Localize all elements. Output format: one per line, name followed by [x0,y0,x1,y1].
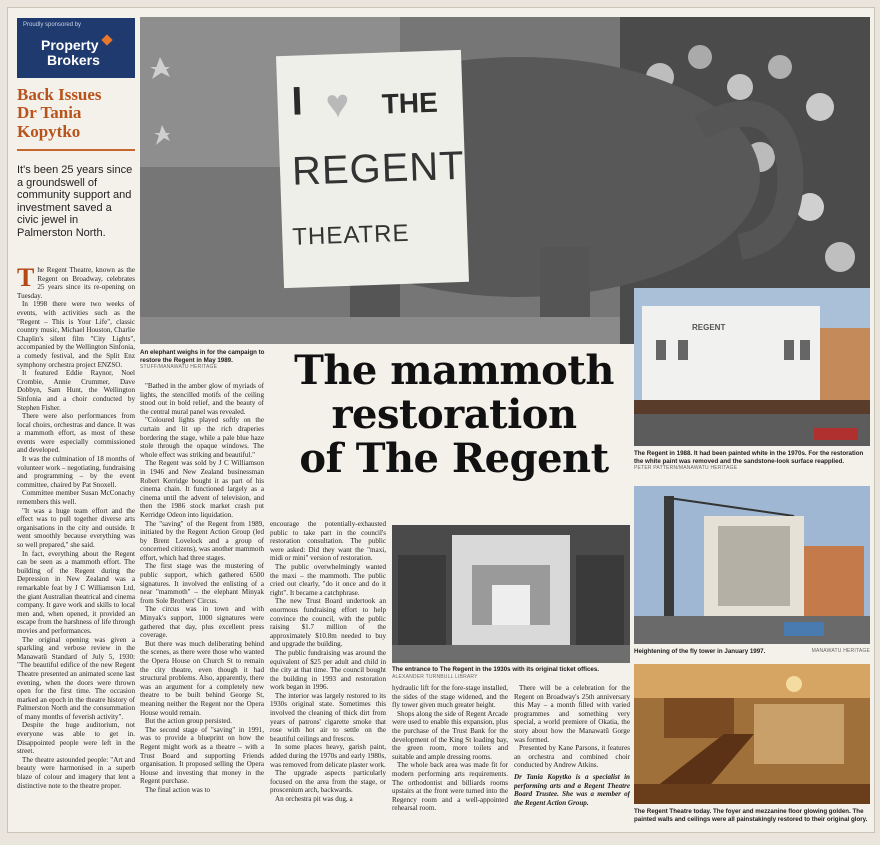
sponsor-label: Proudly sponsored by [23,22,82,28]
col2-p1: "Coloured lights played softly on the curtain and lit up the rich draperies bordering the stage, while a pale blue haze stole through the opaque windows. The whole effect was striking and beautiful." [140,416,264,459]
foyer-caption [634,808,870,823]
facade-caption [634,450,870,473]
col4-p2: The whole back area was made fit for modern performing arts requirements. The orthodontist and billiards rooms upstairs at the front were turned into the Regency room and a well-appointed rehearsal room. [392,761,508,813]
elephant-caption-text: An elephant weighs in for the campaign to restore the Regent in May 1989. [140,349,265,364]
col3-p7: An orchestra pit was dug, a [275,795,353,803]
col2-p9: The final action was to [145,785,211,794]
col4-p0: hydraulic lift for the fore-stage installed, the sides of the stage widened, and the fly tower given much greater height. [392,684,508,710]
author-line2: Kopytko [17,122,81,141]
col3-p3: The public fundraising was around the equivalent of $25 per adult and child in the city at that time. The council bought the building in 1993 and restoration work began in 1996. [270,648,386,692]
foyer-photo [634,664,870,804]
banner-text-regent: REGENT [291,143,466,194]
headline-line3: of The Regent [299,435,609,482]
article-column-3 [270,520,386,828]
flytower-photo [634,486,870,644]
facade-sign: REGENT [692,323,726,332]
col1-p10: The theatre astounded people: "Art and beauty were harmonised in a superb blaze of colour and imagery that lent a distinctive note to the theatre proper. [17,755,135,790]
flytower-photo-art [634,486,870,644]
entrance-photo-art [392,525,630,663]
col5-p0: There will be a celebration for the Regent on Broadway's 25th anniversary this May – a month filled with varied programmes and something very special, a world premiere of Okatia, the story about how the Manawatū Gorge was formed. [514,684,630,744]
col2-p5: The circus was in town and with Minyak's support, 1000 signatures were gathered that day, plus excellent press coverage. [140,605,264,640]
col1-p4: It was the culmination of 18 months of volunteer work – negotiating, fundraising and programming – by the event committee, chaired by Pat Snoxell. [17,455,135,489]
col1-p6: "It was a huge team effort and the effect was to pull together diverse arts organisations in the city and outside. It went smoothly because everything was so well prepared," she said. [17,506,135,549]
article-column-5 [514,684,630,828]
col1-p3: There were also performances from local choirs, orchestras and dance. It was a mammoth effort, as most of these events were especially commissioned and developed. [17,412,135,455]
entrance-photo [392,525,630,663]
headline-line2: restoration [331,391,577,438]
facade-photo [634,288,870,446]
sponsor-brand-line1: Property [41,37,99,53]
article-column-1 [17,266,135,828]
col1-p2: It featured Eddie Raynor, Noel Crombie, Annie Crummer, Dave Dobbyn, Sam Hunt, the Wellington Sinfonia and a choir conducted by Stephen Fisher. [17,369,135,412]
section-rule [17,149,135,151]
col1-p7: In fact, everything about the Regent can be seen as a mammoth effort. The building of the Regent during the Depression in New Zealand was a remarkable feat by J C Williamson Ltd, the giant Australian theatrical and cinema company. It gave work and skills to local men and, when opened, it provided an escape from the harshness of life through movies and performances. [17,549,135,635]
section-title: Back Issues [17,85,102,104]
headline-line1: The mammoth [294,347,614,394]
col1-p8: The original opening was given a sparkling and verbose review in the Manawatū Standard of July 5, 1930: "The beautiful edifice of the new Regent Theatre presented an animated scene last evening, when the doors were thrown open for the first time. The occasion marked an epoch in the theatre history of Palmerston North and the consummation of many months of feverish activity". [17,635,135,721]
col2-p6: But there was much deliberating behind the scenes, as there were those who wanted the Opera House on Church St to remain the city theatre, even though it had structural problems. Also, apparently, there was an argument for a completely new theatre to be built behind George St, meaning neither the Regent nor the Opera House would remain. [140,639,264,717]
col1-p0: he Regent Theatre, known as the Regent on Broadway, celebrates 25 years since its re-opening on Tuesday. [17,266,135,300]
sponsor-brand-line2: Brokers [47,52,100,68]
col3-p0: encourage the potentially-exhausted public to take part in the council's restoration consultation. The public were asked: Did they want the "maxi, midi or mini" version of restoration. [270,520,386,563]
col2-p2: The Regent was sold by J C Williamson in 1946 and New Zealand businessman Robert Kerridge bought it as part of his cinema chain. It functioned largely as a cinema until the advent of television, and then the 1986 stock market crash put Kerridge Odeon into liquidation. [140,459,264,519]
author-line1: Dr Tania [17,103,82,122]
article-column-4 [392,684,508,828]
headline [276,349,632,481]
flytower-caption [634,648,870,656]
facade-caption-text: The Regent in 1988. It had been painted white in the 1970s. For the restoration the white paint was removed and the sandstone-look surface reapplied. [634,450,864,465]
entrance-caption-credit: ALEXANDER TURNBULL LIBRARY [392,673,478,680]
foyer-photo-art [634,664,870,804]
foyer-caption-text: The Regent Theatre today. The foyer and mezzanine floor glowing golden. The painted walls and ceilings were all painstakingly restored to their original glory. [634,808,868,823]
sponsor-logo-icon [101,34,112,45]
col1-p5: Committee member Susan McConachy remembers this well. [17,489,135,507]
col2-p0: "Bathed in the amber glow of myriads of lights, the stencilled motifs of the ceiling stood out in bold relief, and the beauty of the central mural panel was revealed. [140,382,264,416]
flytower-caption-text: Heightening of the fly tower in January 1997. [634,648,766,655]
col3-p2: The new Trust Board undertook an enormous fundraising effort to help convince the council, with the public raising $1.7 million of the approximately $10.8m needed to buy and upgrade the building. [270,597,386,649]
col3-p1: The public overwhelmingly wanted the maxi – the mammoth. The public cried out clearly, "do it once and do it right". It became a catchphrase. [270,562,386,597]
heart-icon: ♥ [324,80,351,127]
entrance-caption [392,666,630,681]
flytower-caption-credit: MANAWATU HERITAGE [811,648,870,654]
col2-p3: The "saving" of the Regent from 1989, initiated by the Regent Action Group (led by Brent Lovelock and a group of concerned citizens), was another mammoth effort, which had three stages. [140,519,264,562]
col4-p1: Shops along the side of Regent Arcade were used to enable this expansion, plus the purchase of the Trust Bank for the development of the King St loading bay, the green room, more toilets and suitable and ample dressing rooms. [392,709,508,761]
standfirst: It's been 25 years since a groundswell of community support and investment saved a civic jewel in Palmerston North. [17,164,133,239]
col3-p5: In some places heavy, garish paint, added during the 1970s and early 1980s, was removed from delicate plaster work. [270,743,386,769]
newspaper-page [7,7,875,833]
elephant-caption [140,349,268,372]
banner-text-i: I [290,79,304,124]
campaign-banner [276,50,469,288]
col2-p8: The second stage of "saving" in 1991, was to provide a blueprint on how the Regent might work as a theatre – with a Trust Board and supporting Friends organisation. It proposed selling the Opera House and investing that money in the Regent purchase. [140,725,264,786]
facade-photo-art [634,288,870,446]
entrance-caption-text: The entrance to The Regent in the 1930s with its original ticket offices. [392,666,599,673]
col2-p7: But the action group persisted. [145,717,232,726]
drop-cap: T [17,266,35,292]
elephant-caption-credit: STUFF/MANAWATU HERITAGE [140,364,218,370]
col5-p1: Presented by Kane Parsons, it features an orchestra and combined choir conducted by Andrew Atkins. [514,744,630,770]
article-column-2 [140,382,264,828]
col3-p4: The interior was largely restored to its 1930s original state. Sometimes this involved the cleaning of thick dirt from years of patrons' cigarette smoke that rose with hot air to settle on the beautiful ceilings and frescos. [270,691,386,743]
sponsor-box [17,18,135,78]
col1-p9: Despite the huge auditorium, not everyone was able to get in. Disappointed people were left in the street. [17,721,135,756]
col1-p1: In 1998 there were two weeks of events, with activities such as the "Regent – This is Your Life", classic country music, Michael Houston, Charlie Chaplin's silent film "City Lights", accompanied by the Wellington Sinfonia, a comedy festival, and the Split Enz symphony orchestra project ENZSO. [17,300,135,369]
facade-caption-credit: PETER PATTERN/MANAWATU HERITAGE [634,465,738,471]
banner-text-the: THE [381,86,439,120]
author-bio: Dr Tania Kopytko is a specialist in performing arts and a Regent Theatre Board Trustee. She was a member of the Regent Action Group. [514,772,630,807]
banner-text-theatre: THEATRE [291,219,410,251]
col2-p4: The first stage was the mustering of public support, which gathered 6500 signatures. It involved the enlisting of a near "mammoth" – the elephant Minyak from Sole Brothers' Circus. [140,562,264,605]
col3-p6: The upgrade aspects particularly focused on the area from the stage, or proscenium arch, backwards. [270,769,386,795]
